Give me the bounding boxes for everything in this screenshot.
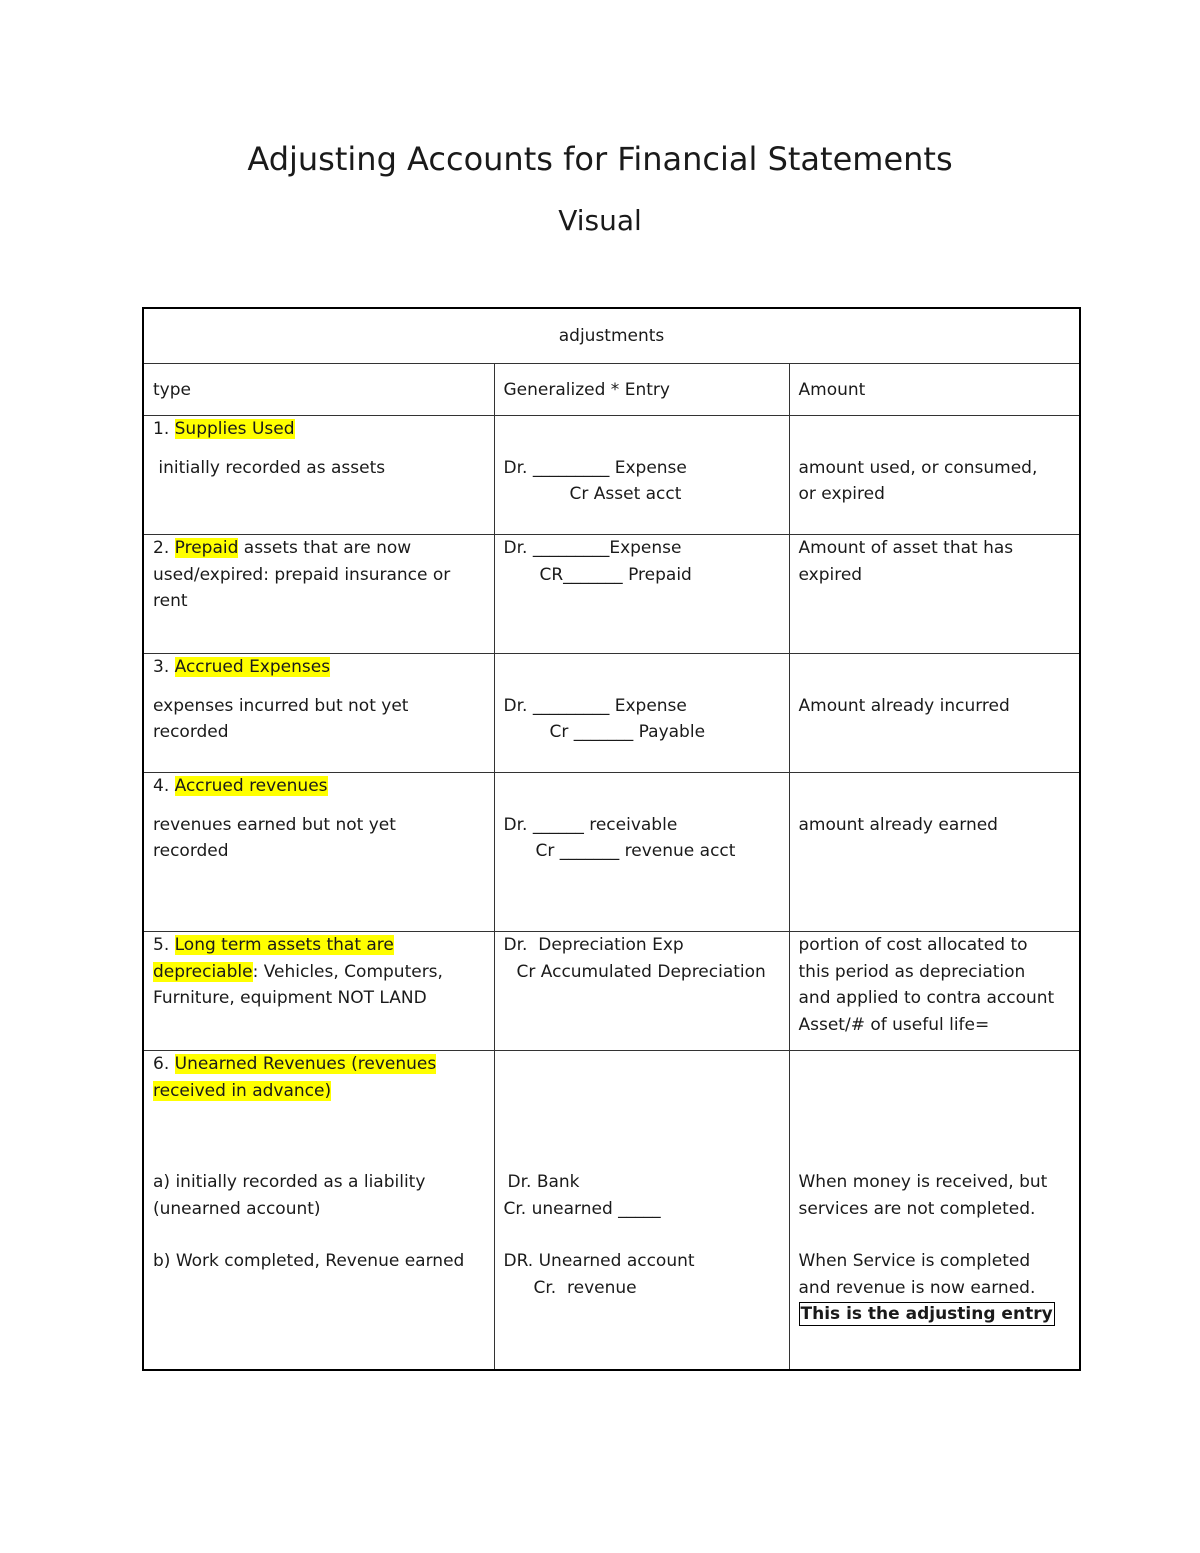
amount-text: Amount of asset that has [798, 538, 1014, 558]
entry-cell [494, 416, 789, 535]
highlighted-term: Unearned Revenues (revenues [174, 1054, 437, 1074]
amount-cell [789, 1051, 1080, 1371]
page-title: Adjusting Accounts for Financial Statements [247, 140, 953, 178]
table-row [143, 932, 1080, 1051]
entry-credit: Cr Asset acct [569, 484, 682, 504]
type-description: b) Work completed, Revenue earned [153, 1251, 465, 1271]
adjustments-table [142, 307, 1081, 1371]
row-number: 2. [153, 538, 175, 558]
amount-text: or expired [798, 484, 885, 504]
entry-cell [494, 773, 789, 932]
page-subtitle: Visual [558, 204, 642, 237]
entry-debit: Dr. Depreciation Exp [503, 935, 684, 955]
amount-text: When Service is completed [798, 1251, 1031, 1271]
amount-text: services are not completed. [798, 1198, 1036, 1219]
type-description: initially recorded as assets [153, 457, 386, 478]
adjusting-entry-note: This is the adjusting entry [800, 1304, 1053, 1324]
type-cell [143, 773, 494, 932]
amount-text: When money is received, but [798, 1172, 1048, 1192]
header-entry: Generalized * Entry [494, 364, 789, 416]
type-cell [143, 535, 494, 654]
type-description: expenses incurred but not yet [153, 695, 409, 716]
amount-text: amount already earned [798, 814, 998, 835]
amount-cell [789, 535, 1080, 654]
entry-debit: Dr. _________ Expense [503, 695, 687, 716]
row-number: 6. [153, 1054, 175, 1074]
entry-credit: Cr _______ revenue acct [535, 841, 736, 861]
amount-text: Amount already incurred [798, 695, 1010, 716]
entry-credit: CR_______ Prepaid [539, 564, 692, 585]
entry-credit: Cr. unearned _____ [503, 1198, 661, 1219]
table-row [143, 416, 1080, 535]
table-header-row [143, 364, 1080, 416]
entry-cell [494, 535, 789, 654]
type-cell [143, 654, 494, 773]
header-type: type [143, 364, 494, 416]
type-description: rent [153, 591, 188, 611]
highlighted-term: Long term assets that are [174, 935, 394, 955]
entry-cell [494, 932, 789, 1051]
highlighted-term: depreciable [153, 961, 253, 982]
type-description: used/expired: prepaid insurance or [153, 564, 451, 585]
row-number: 1. [153, 419, 175, 439]
table-row [143, 654, 1080, 773]
highlighted-term: Supplies Used [174, 419, 295, 439]
entry-credit: Cr Accumulated Depreciation [516, 961, 766, 982]
highlighted-term: Prepaid [174, 538, 239, 558]
entry-cell [494, 654, 789, 773]
highlighted-term: received in advance) [153, 1080, 332, 1101]
entry-debit: Dr. _________Expense [503, 538, 682, 558]
table-caption-row [143, 308, 1080, 364]
entry-cell [494, 1051, 789, 1371]
amount-text: this period as depreciation [798, 961, 1026, 982]
table-row [143, 773, 1080, 932]
table-caption: adjustments [143, 308, 1080, 364]
amount-text: expired [798, 564, 863, 585]
header-amount: Amount [789, 364, 1080, 416]
row-number: 5. [153, 935, 175, 955]
amount-text: amount used, or consumed, [798, 457, 1038, 478]
amount-cell [789, 773, 1080, 932]
type-cell [143, 932, 494, 1051]
amount-text: Asset/# of useful life= [798, 1014, 990, 1035]
row-number: 3. [153, 657, 175, 677]
table-row [143, 1051, 1080, 1371]
amount-cell [789, 416, 1080, 535]
type-cell [143, 1051, 494, 1371]
amount-text: portion of cost allocated to [798, 935, 1028, 955]
type-description: assets that are now [238, 538, 412, 558]
entry-debit: Dr. Bank [507, 1172, 580, 1192]
amount-text: and revenue is now earned. [798, 1277, 1036, 1298]
entry-debit: DR. Unearned account [503, 1251, 695, 1271]
entry-debit: Dr. ______ receivable [503, 814, 678, 835]
type-description: Furniture, equipment NOT LAND [153, 988, 427, 1008]
type-description: (unearned account) [153, 1198, 321, 1219]
row-number: 4. [153, 776, 175, 796]
type-description: revenues earned but not yet [153, 814, 396, 835]
entry-credit: Cr. revenue [533, 1277, 637, 1298]
highlighted-term: Accrued Expenses [174, 657, 331, 677]
amount-cell [789, 932, 1080, 1051]
type-description: recorded [153, 841, 229, 861]
type-description: a) initially recorded as a liability [153, 1172, 426, 1192]
table-row [143, 535, 1080, 654]
type-cell [143, 416, 494, 535]
entry-credit: Cr _______ Payable [549, 722, 706, 742]
type-description: : Vehicles, Computers, [252, 961, 443, 982]
amount-cell [789, 654, 1080, 773]
highlighted-term: Accrued revenues [174, 776, 328, 796]
type-description: recorded [153, 722, 229, 742]
entry-debit: Dr. _________ Expense [503, 457, 687, 478]
amount-text: and applied to contra account [798, 988, 1055, 1008]
